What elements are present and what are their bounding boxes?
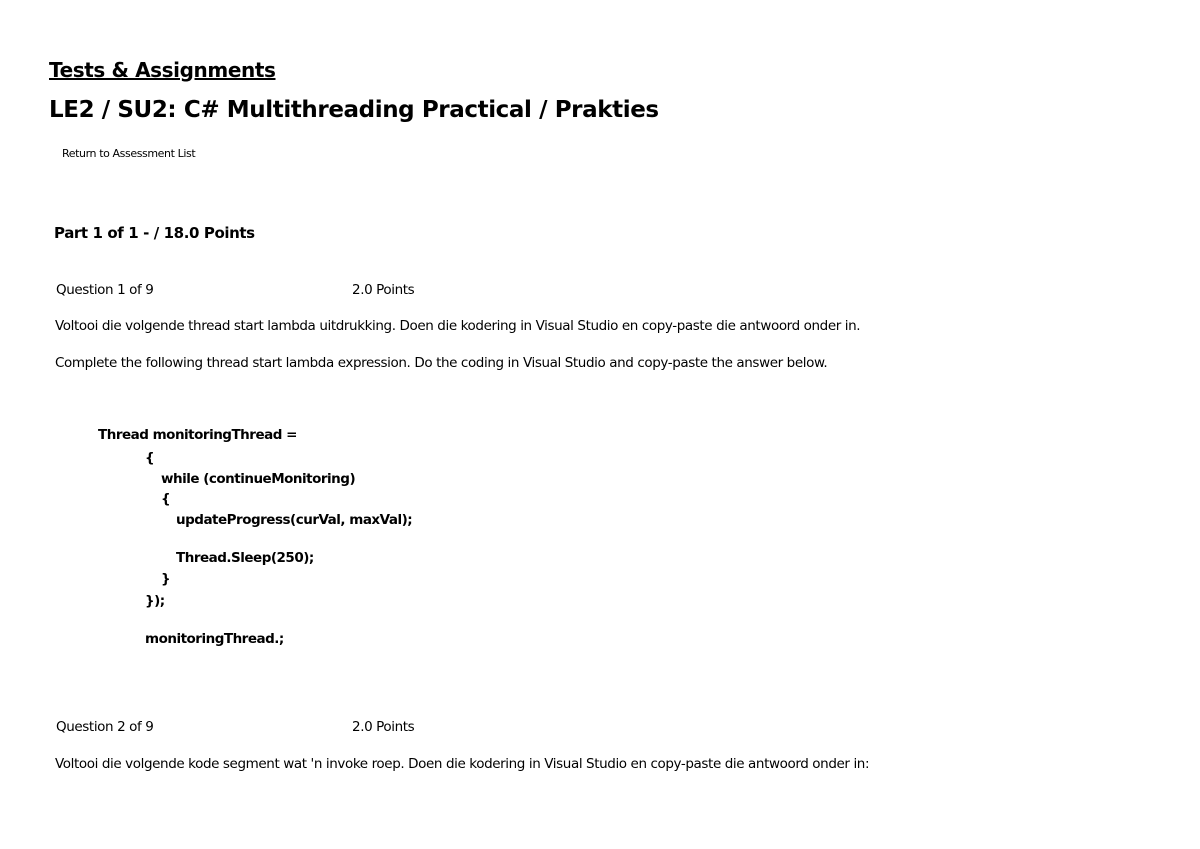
code-line: {: [145, 450, 155, 466]
code-line: monitoringThread.;: [145, 631, 284, 647]
question-1-points: 2.0 Points: [352, 282, 415, 298]
return-to-assessment-list-link[interactable]: Return to Assessment List: [62, 147, 196, 160]
code-line: Thread.Sleep(250);: [176, 550, 314, 566]
code-line: });: [145, 593, 165, 609]
question-2-text-afrikaans: Voltooi die volgende kode segment wat 'n invoke roep. Doen die kodering in Visual Studio en copy-paste die antwoord onder in:: [55, 756, 870, 772]
question-2-points: 2.0 Points: [352, 719, 415, 735]
question-1-text-afrikaans: Voltooi die volgende thread start lambda uitdrukking. Doen die kodering in Visual Studio en copy-paste die antwoord onder in.: [55, 318, 861, 334]
code-line: }: [161, 571, 171, 587]
breadcrumb-tests-assignments-link[interactable]: Tests & Assignments: [49, 58, 276, 82]
question-1-number: Question 1 of 9: [56, 282, 154, 298]
code-line: Thread monitoringThread =: [98, 427, 297, 443]
code-line: while (continueMonitoring): [161, 471, 356, 487]
code-line: {: [161, 491, 171, 507]
question-1-text-english: Complete the following thread start lambda expression. Do the coding in Visual Studio and copy-paste the answer below.: [55, 355, 828, 371]
code-line: updateProgress(curVal, maxVal);: [176, 512, 413, 528]
question-2-number: Question 2 of 9: [56, 719, 154, 735]
page-title: LE2 / SU2: C# Multithreading Practical / Prakties: [49, 97, 659, 123]
part-header: Part 1 of 1 - / 18.0 Points: [54, 224, 255, 242]
